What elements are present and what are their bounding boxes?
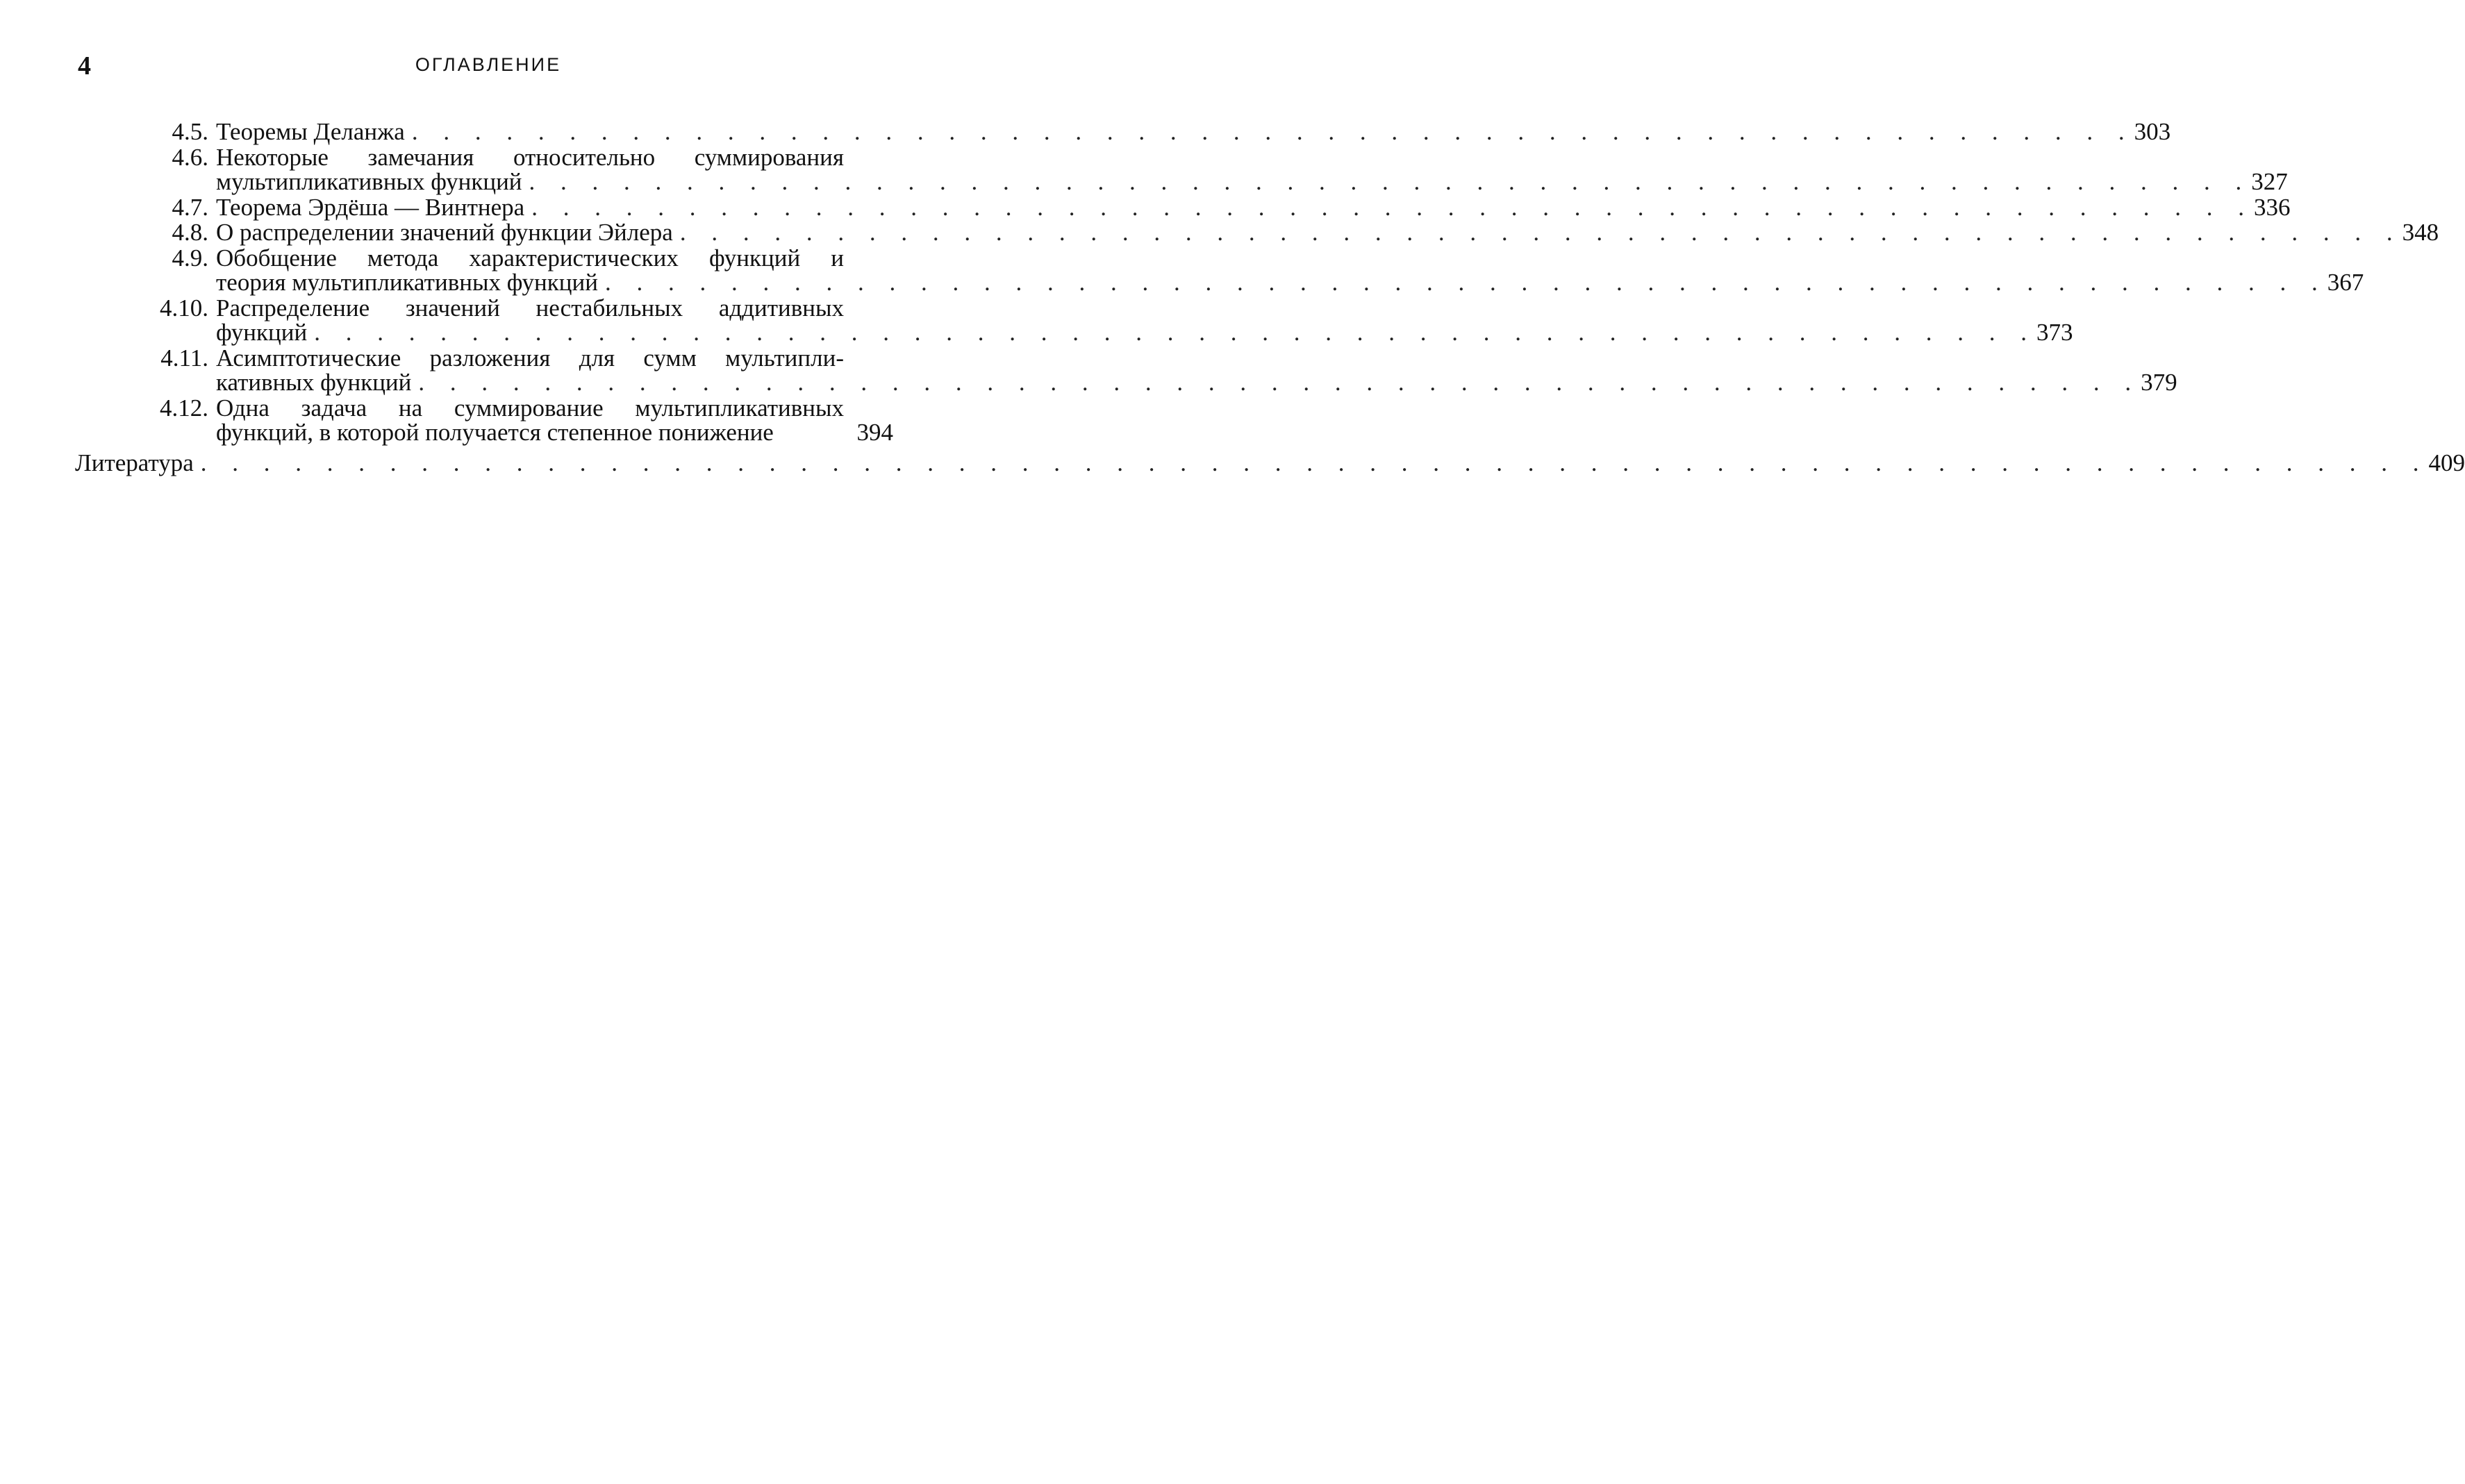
- dot-leader: . . . . . . . . . . . . . . . . . . . . . . . . . . . . . . . . . . . . . . . . . . . . . . . . . . . . . . .: [418, 369, 2141, 396]
- toc-entry-number: 4.9.: [172, 244, 208, 272]
- toc-entry-page: 409: [2428, 449, 2465, 476]
- toc-entry-title-cont: функций, в которой получается степенное понижение: [216, 419, 774, 446]
- toc-entry-title: Распределение значений нестабильных аддитивных: [216, 294, 844, 322]
- toc-entry-page: 379: [2141, 369, 2177, 396]
- toc-entry-title-cont: функций: [216, 319, 308, 346]
- toc-entry-page: 367: [2327, 269, 2364, 296]
- toc-entry-number: 4.5.: [172, 118, 208, 145]
- dot-leader: . . . . . . . . . . . . . . . . . . . . . . . . . . . . . . . . . . . . . . . . . . . . . . . . . . . . . . .: [604, 269, 2327, 296]
- dot-leader: . . . . . . . . . . . . . . . . . . . . . . . . . . . . . . . . . . . . . . . . . . . . . . . . . . . . . . .: [314, 319, 2036, 346]
- dot-leader: . . . . . . . . . . . . . . . . . . . . . . . . . . . . . . . . . . . . . . . . . . . . . . . . . . . . . . .: [411, 118, 2134, 145]
- toc-entry-title-cont: мультипликативных функций: [216, 168, 522, 195]
- toc-entry-4-8[interactable]: [0, 219, 2439, 246]
- toc-entry-bibliography[interactable]: [0, 449, 2465, 476]
- running-title: ОГЛАВЛЕНИЕ: [415, 54, 562, 75]
- toc-entry-number: 4.10.: [160, 294, 208, 322]
- toc-entry-title: Теорема Эрдёша — Винтнера: [216, 193, 525, 221]
- toc-entry-title: Асимптотические разложения для сумм мультипли-: [216, 344, 844, 372]
- toc-entry-number: 4.12.: [160, 394, 208, 422]
- toc-entry-4-7[interactable]: [0, 193, 2291, 221]
- page-number: 4: [78, 51, 91, 81]
- toc-entry-title: Литература: [75, 449, 194, 476]
- toc-entry-4-11[interactable]: [0, 344, 2177, 396]
- toc-entry-4-10[interactable]: [0, 294, 2073, 346]
- toc-entry-page: 327: [2251, 168, 2288, 195]
- toc-entry-number: 4.8.: [172, 219, 208, 246]
- dot-leader: . . . . . . . . . . . . . . . . . . . . . . . . . . . . . . . . . . . . . . . . . . . . . . . . . . . . . . .: [529, 168, 2252, 195]
- toc-entry-title-cont: теория мультипликативных функций: [216, 269, 598, 296]
- table-of-contents: [0, 118, 2465, 476]
- toc-entry-4-12[interactable]: [0, 396, 977, 445]
- dot-leader: . . . . . . . . . . . . . . . . . . . . . . . . . . . . . . . . . . . . . . . . . . . . . . . . . . . . . . .: [679, 219, 2402, 246]
- toc-entry-4-9[interactable]: [0, 244, 2364, 296]
- dot-leader: . . . . . . . . . . . . . . . . . . . . . . . . . . . . . . . . . . . . . . . . . . . . . . . . . . . . . . . . . . . . . . . . . . . . . . .: [200, 449, 2429, 476]
- toc-entry-number: 4.11.: [160, 344, 208, 372]
- toc-entry-title: Теоремы Деланжа: [216, 118, 405, 145]
- toc-entry-page: 348: [2402, 219, 2439, 246]
- toc-entry-4-5[interactable]: [0, 118, 2171, 145]
- dot-leader: . . . . . . . . . . . . . . . . . . . . . . . . . . . . . . . . . . . . . . . . . . . . . . . . . . . . . . .: [531, 193, 2254, 221]
- toc-entry-title: Некоторые замечания относительно суммирования: [216, 143, 844, 171]
- toc-entry-page: 394: [856, 419, 893, 446]
- toc-entry-title: Обобщение метода характеристических функций и: [216, 244, 844, 272]
- toc-entry-number: 4.6.: [172, 143, 208, 171]
- toc-entry-title: О распределении значений функции Эйлера: [216, 219, 673, 246]
- toc-entry-page: 303: [2134, 118, 2171, 145]
- toc-entry-title-cont: кативных функций: [216, 369, 412, 396]
- toc-entry-page: 336: [2253, 193, 2291, 221]
- toc-entry-page: 373: [2036, 319, 2073, 346]
- toc-entry-number: 4.7.: [172, 193, 208, 221]
- toc-entry-4-6[interactable]: [0, 143, 2288, 195]
- toc-entry-title: Одна задача на суммирование мультипликативных: [216, 394, 844, 422]
